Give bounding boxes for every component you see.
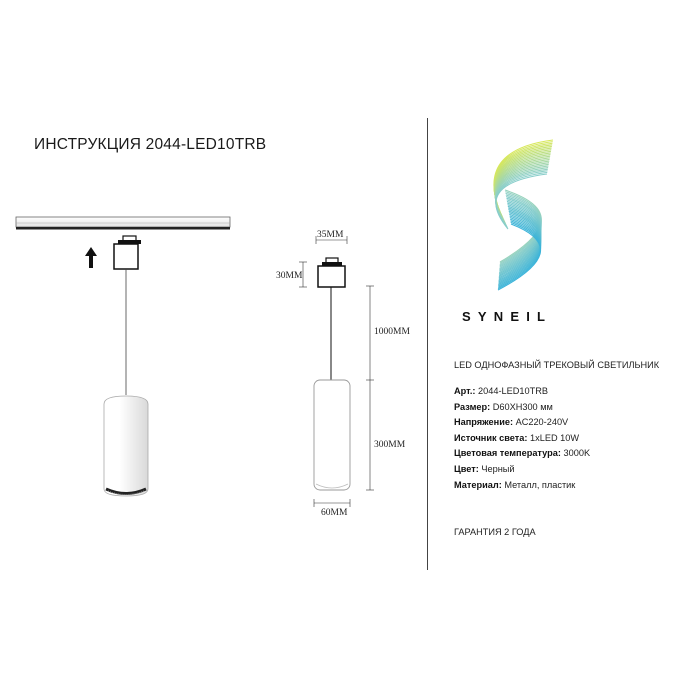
- spec-label: Размер:: [454, 401, 491, 412]
- spec-label: Материал:: [454, 479, 502, 490]
- spec-row: [454, 478, 590, 494]
- page-title: ИНСТРУКЦИЯ 2044-LED10TRB: [34, 136, 267, 153]
- spec-row: [454, 415, 590, 431]
- spec-row: [454, 384, 590, 400]
- spec-row: [454, 446, 590, 462]
- warranty-text: ГАРАНТИЯ 2 ГОДА: [454, 527, 536, 537]
- mounting-illustration: [16, 217, 230, 496]
- dimension-mount-height: 30MM: [276, 271, 303, 281]
- spec-value: 3000K: [563, 448, 591, 459]
- brand-name: SYNEIL: [462, 309, 553, 324]
- spec-label: Цветовая температура:: [454, 448, 561, 459]
- dimension-body-height: 300MM: [374, 440, 406, 450]
- spec-value: Черный: [481, 463, 515, 474]
- dimension-body-diameter: 60MM: [321, 508, 348, 518]
- dimension-mount-width: 35MM: [317, 230, 344, 240]
- spec-value: AC220-240V: [515, 417, 569, 428]
- spec-label: Цвет:: [454, 463, 479, 474]
- lamp-body: [104, 396, 148, 496]
- spec-value: 1xLED 10W: [530, 432, 580, 443]
- product-subtitle: LED ОДНОФАЗНЫЙ ТРЕКОВЫЙ СВЕТИЛЬНИК: [454, 360, 660, 370]
- track-adapter: [114, 236, 141, 269]
- spec-row: [454, 400, 590, 416]
- spec-row: [454, 462, 590, 478]
- dimension-cable-length: 1000MM: [374, 327, 410, 337]
- spec-value: D60XH300 мм: [492, 401, 553, 412]
- spec-row: [454, 431, 590, 447]
- spec-value: 2044-LED10TRB: [478, 386, 548, 396]
- spec-label: Арт.:: [454, 386, 476, 396]
- track-rail: [16, 217, 230, 230]
- spec-label: Напряжение:: [454, 417, 514, 428]
- arrow-up-icon: [85, 247, 97, 268]
- syneil-logo-icon: [494, 140, 553, 290]
- spec-label: Источник света:: [454, 432, 528, 443]
- spec-value: Металл, пластик: [504, 479, 576, 490]
- dimension-drawing: [299, 236, 374, 507]
- spec-list: [454, 384, 590, 493]
